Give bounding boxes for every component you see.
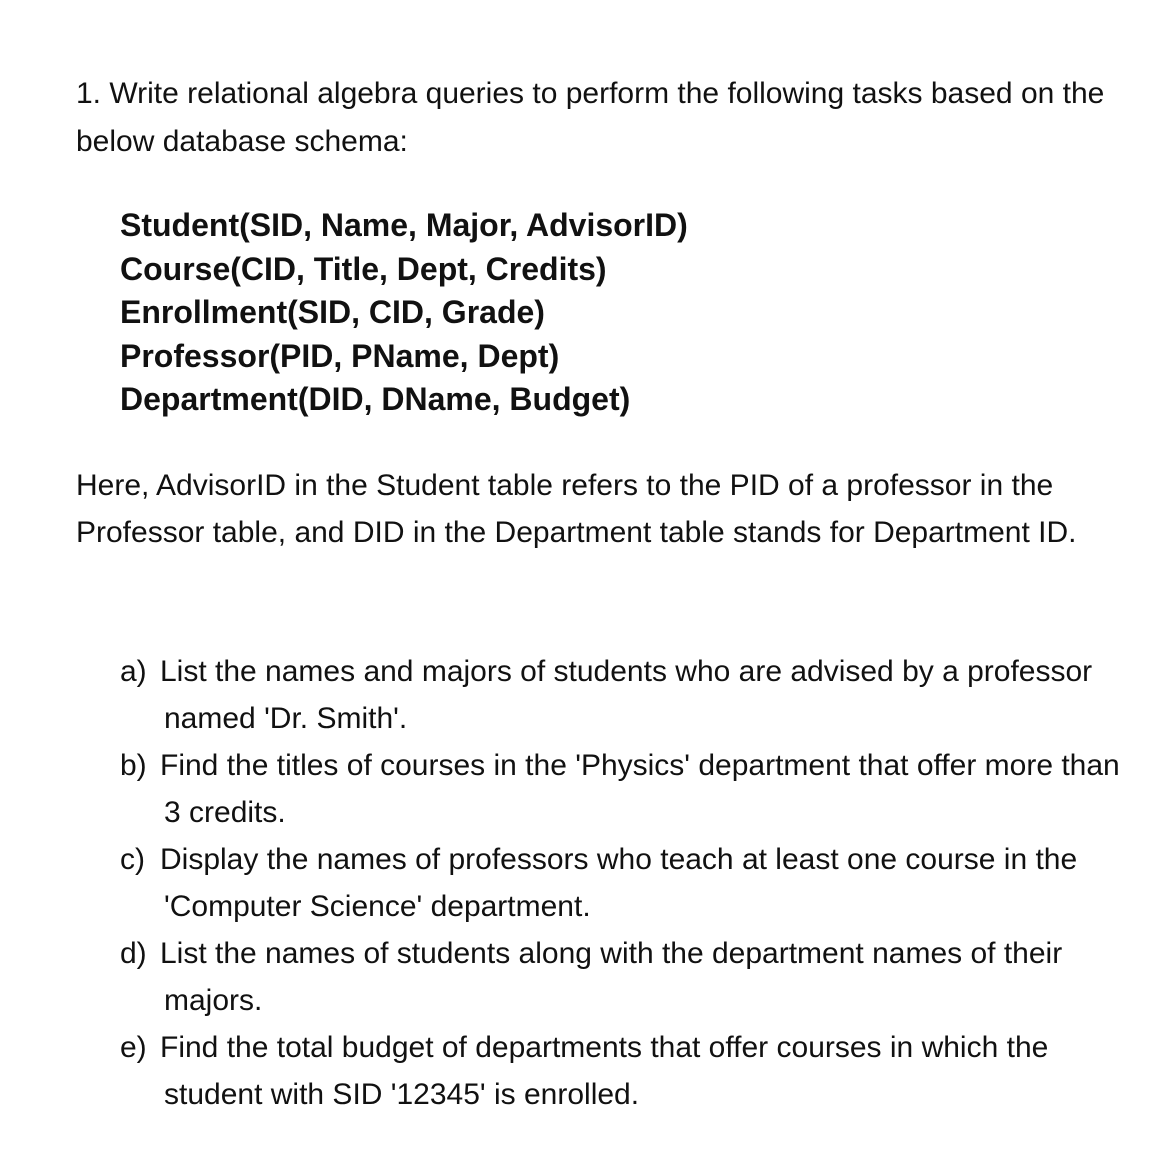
- task-item-c: [120, 836, 1120, 930]
- schema-enrollment: Enrollment(SID, CID, Grade): [120, 294, 545, 330]
- task-item-a: [120, 648, 1120, 742]
- task-item-e: [120, 1024, 1120, 1118]
- task-list: [120, 648, 1120, 1118]
- task-text: Find the titles of courses in the 'Physics' department that offer more than 3 credits.: [160, 749, 1120, 829]
- task-marker: b): [120, 749, 147, 782]
- schema-department: Department(DID, DName, Budget): [120, 381, 631, 417]
- schema-professor: Professor(PID, PName, Dept): [120, 337, 560, 374]
- task-item-b: [120, 742, 1120, 836]
- question-intro: 1. Write relational algebra queries to perform the following tasks based on the below database schema:: [76, 77, 1105, 158]
- schema-student: Student(SID, Name, Major, AdvisorID): [120, 207, 688, 243]
- task-marker: e): [120, 1031, 147, 1064]
- task-item-d: [120, 930, 1120, 1024]
- task-text: Find the total budget of departments that offer courses in which the student with SID '12345' is enrolled.: [160, 1031, 1049, 1111]
- schema-course: Course(CID, Title, Dept, Credits): [120, 250, 607, 287]
- task-marker: a): [120, 655, 147, 688]
- schema-list: [120, 204, 688, 422]
- task-text: List the names and majors of students who are advised by a professor named 'Dr. Smith'.: [160, 655, 1093, 735]
- task-text: List the names of students along with the department names of their majors.: [160, 937, 1063, 1017]
- task-marker: d): [120, 937, 147, 970]
- task-marker: c): [120, 843, 145, 876]
- task-text: Display the names of professors who teach at least one course in the 'Computer Science' department.: [160, 843, 1078, 923]
- schema-note: Here, AdvisorID in the Student table refers to the PID of a professor in the Professor table, and DID in the Department table stands for Department ID.: [76, 469, 1077, 549]
